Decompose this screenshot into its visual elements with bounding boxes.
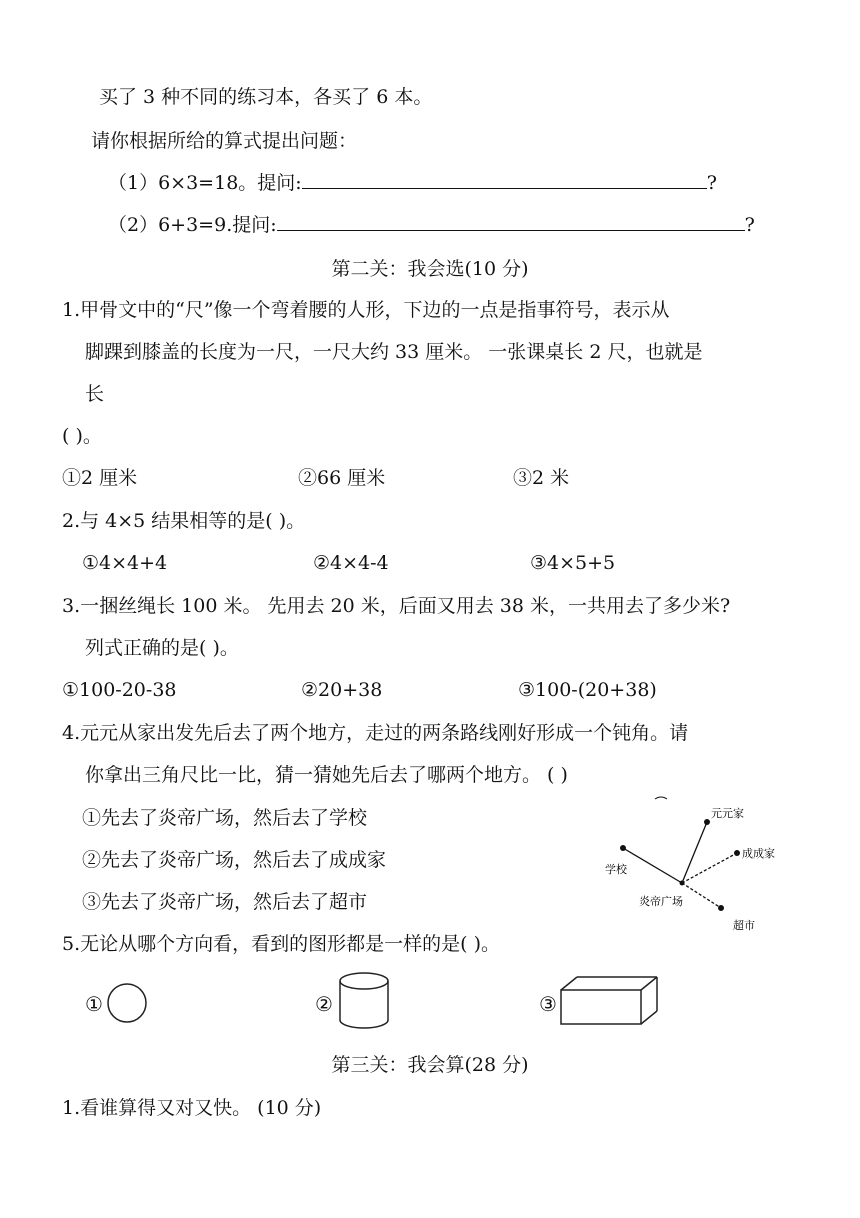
s2-q1-line-1: 1.甲骨文中的“尺”像一个弯着腰的人形，下边的一点是指事符号，表示从 bbox=[62, 299, 670, 321]
chengcheng-home-dot bbox=[734, 850, 740, 856]
s2-q4-option-1: ①先去了炎帝广场，然后去了学校 bbox=[82, 807, 368, 829]
label-yuanyuan-home: 元元家 bbox=[711, 807, 744, 820]
s2-q1-line-3: 长 bbox=[85, 383, 105, 405]
label-market: 超市 bbox=[733, 919, 755, 932]
question-1-row bbox=[108, 170, 717, 196]
s2-q2-option-1: ①4×4+4 bbox=[82, 552, 168, 574]
s2-q3-option-1: ①100-20-38 bbox=[62, 679, 177, 701]
s2-q1-option-2: ②66 厘米 bbox=[298, 467, 386, 489]
answer-blank-1[interactable] bbox=[302, 170, 707, 189]
s2-q2-option-3: ③4×5+5 bbox=[530, 552, 616, 574]
label-plaza: 炎帝广场 bbox=[639, 895, 683, 908]
s2-q2-text: 2.与 4×5 结果相等的是( )。 bbox=[62, 510, 306, 532]
s2-q1-answer-paren: ( )。 bbox=[62, 425, 102, 447]
question-2-prefix: （2）6+3=9.提问: bbox=[108, 214, 277, 236]
school-dot bbox=[620, 845, 626, 851]
route-school-plaza bbox=[623, 848, 682, 883]
section-3-title: 第三关：我会算(28 分) bbox=[331, 1054, 529, 1076]
market-dot bbox=[718, 905, 724, 911]
route-plaza-chengcheng bbox=[682, 853, 737, 883]
question-mark: ? bbox=[706, 172, 717, 194]
intro-line-1: 买了 3 种不同的练习本，各买了 6 本。 bbox=[99, 86, 433, 108]
plaza-dot bbox=[680, 881, 685, 886]
label-school: 学校 bbox=[605, 863, 627, 876]
cuboid-icon bbox=[558, 974, 662, 1028]
route-map bbox=[595, 795, 795, 945]
question-1-prefix: （1）6×3=18。提问: bbox=[108, 172, 302, 194]
s2-q4-line-2: 你拿出三角尺比一比，猜一猜她先后去了哪两个地方。 ( ) bbox=[85, 764, 568, 786]
s2-q3-line-2: 列式正确的是( )。 bbox=[85, 637, 239, 659]
decoration-mark bbox=[655, 797, 667, 799]
route-plaza-market bbox=[682, 883, 721, 908]
s2-q5-text: 5.无论从哪个方向看，看到的图形都是一样的是( )。 bbox=[62, 933, 500, 955]
s2-q1-line-2: 脚踝到膝盖的长度为一尺，一尺大约 33 厘米。 一张课桌长 2 尺，也就是 bbox=[85, 341, 703, 363]
s2-q3-option-2: ②20+38 bbox=[301, 679, 383, 701]
question-mark: ? bbox=[744, 214, 755, 236]
sphere-icon bbox=[104, 980, 150, 1026]
s2-q2-option-2: ②4×4-4 bbox=[313, 552, 389, 574]
s2-q1-option-3: ③2 米 bbox=[513, 467, 570, 489]
section-2-title: 第二关：我会选(10 分) bbox=[331, 258, 529, 280]
s2-q4-line-1: 4.元元从家出发先后去了两个地方，走过的两条路线刚好形成一个钝角。请 bbox=[62, 722, 689, 744]
s2-q1-option-1: ①2 厘米 bbox=[62, 467, 138, 489]
label-chengcheng-home: 成成家 bbox=[742, 847, 775, 860]
s2-q5-option-3-label: ③ bbox=[539, 992, 557, 1016]
yuanyuan-home-dot bbox=[704, 819, 710, 825]
s2-q4-option-3: ③先去了炎帝广场，然后去了超市 bbox=[82, 891, 368, 913]
intro-line-2: 请你根据所给的算式提出问题： bbox=[91, 130, 358, 152]
s2-q4-option-2: ②先去了炎帝广场，然后去了成成家 bbox=[82, 849, 387, 871]
s2-q3-option-3: ③100-(20+38) bbox=[518, 679, 657, 701]
s2-q5-option-2-label: ② bbox=[315, 992, 333, 1016]
s2-q5-option-1-label: ① bbox=[85, 992, 103, 1016]
s3-q1-text: 1.看谁算得又对又快。 (10 分) bbox=[62, 1097, 322, 1119]
s2-q3-line-1: 3.一捆丝绳长 100 米。 先用去 20 米，后面又用去 38 米，一共用去了多少米? bbox=[62, 595, 731, 617]
route-plaza-yuanyuan bbox=[682, 822, 707, 883]
question-2-row bbox=[108, 212, 755, 238]
answer-blank-2[interactable] bbox=[277, 212, 745, 231]
cylinder-icon bbox=[336, 970, 392, 1032]
